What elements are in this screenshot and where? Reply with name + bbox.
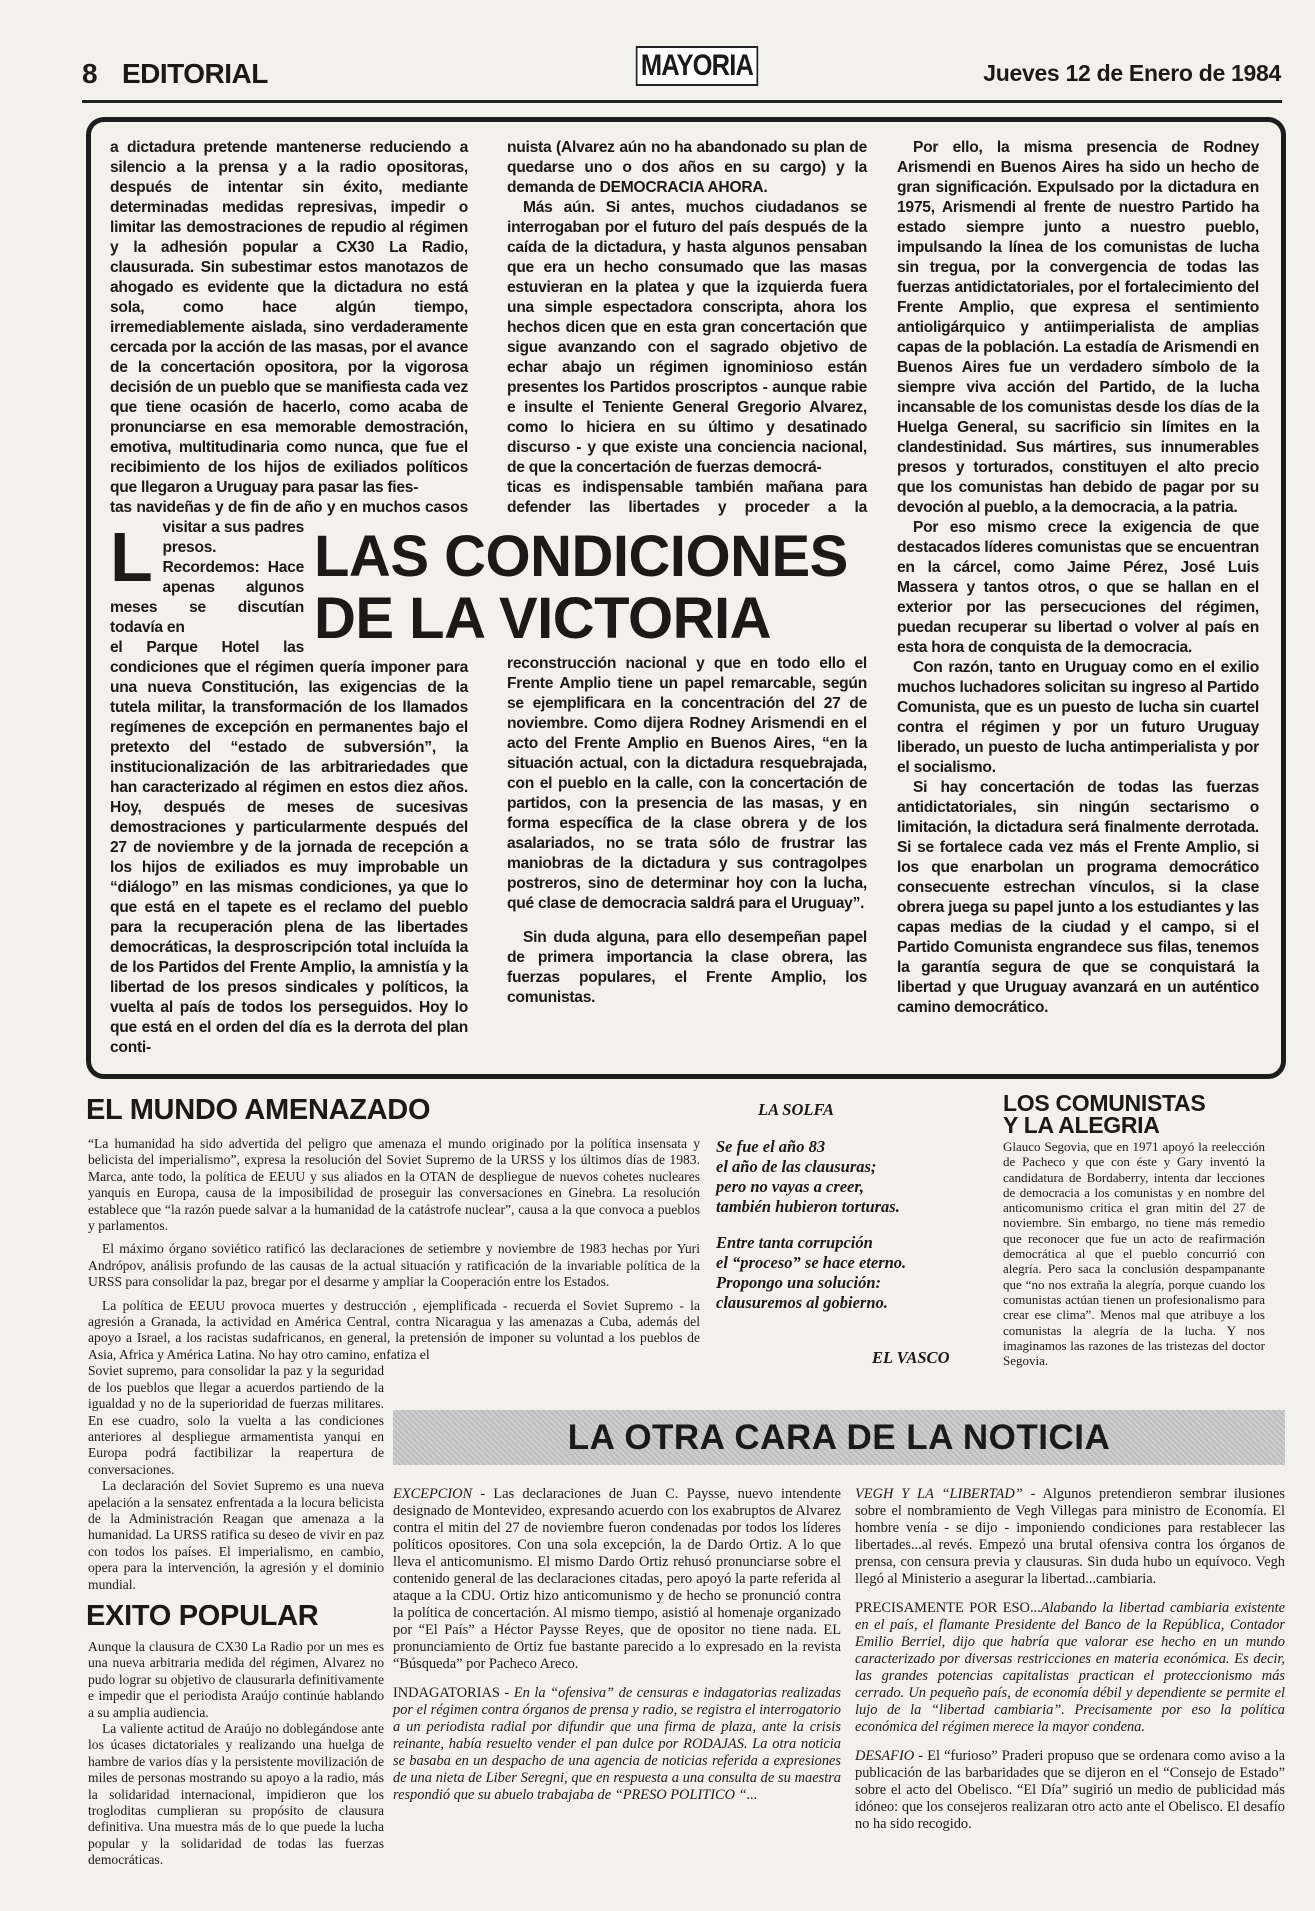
item-text: En la “ofensiva” de censuras e indagatorias realizadas por el régimen contra órganos de prensa y radio, se registra el interrogatorio a un periodista radial por difundir que una firma de plaza, ante la crisis reinante, había resuelto vender el pan dulce por RODAJAS. La otra noticia se basaba en un despacho de una agencia de noticias referida a expresiones de una nieta de Liber Seregni, que en respuesta a una consulta de su maestra respondió que su abuelo trabajaba de “PRESO POLITICO “... bbox=[393, 1685, 841, 1803]
poem-line: Entre tanta corrupción bbox=[716, 1233, 873, 1252]
drop-cap: L bbox=[110, 518, 153, 596]
comunistas-title bbox=[1003, 1092, 1265, 1136]
paragraph: nuista (Alvarez aún no ha abandonado su plan de quedarse uno o dos años en su cargo) y la demanda de DEMOCRACIA AHORA. bbox=[507, 139, 867, 196]
editorial-headline bbox=[314, 526, 874, 650]
poem-line: también hubieron torturas. bbox=[716, 1197, 900, 1216]
otra-cara-col1 bbox=[393, 1486, 841, 1804]
paragraph: Soviet supremo, para consolidar la paz y la seguridad de los pueblos que llegar a acuerdos partiendo de la igualdad y no de la superioridad de fuerzas militares. En ese cuadro, solo la vuelta a las condiciones anteriores al despliegue armamentista yanqui en Europa podrá factibilizar la reapertura de conversaciones. bbox=[88, 1363, 384, 1477]
paragraph: Más aún. Si antes, muchos ciudadanos se interrogaban por el futuro del país después de la caída de la dictadura, y hasta algunos pensaban que era un hecho consumado que las masas estuvieran en la platea y que la izquierda fuera una simple espectadora conscripta, ahora los hechos dicen que en esta gran concertación que sigue avanzando con el sagrado objetivo de echar abajo un régimen ignominioso están presentes los Partidos proscriptos - aunque rabie e insulte el Teniente General Gregorio Alvarez, como lo hiciera en su último y desatinado discurso - y que existe una conciencia nacional, de que la concertación de fuerzas democrá- bbox=[507, 199, 867, 476]
page-number: 8 bbox=[82, 58, 98, 89]
mundo-body-wide bbox=[88, 1136, 700, 1363]
paragraph: a dictadura pretende mantenerse reduciendo a silencio a la prensa y a la radio opositoras, después de intentar sin éxito, mediante determinadas medidas represivas, impedir o limitar las demostraciones de repudio al régimen y la adhesión popular a CX30 La Radio, clausurada. Sin subestimar estos manotazos de ahogado es evidente que la dictadura no está sola, como hace algún tiempo, irremediablemente aislada, sino verdaderamente cercada por la acción de las masas, por el avance de la concertación opositora, por la vigorosa decisión de un pueblo que se manifiesta cada vez que tiene ocasión de hacerlo, como acaba de pronunciarse en esa memorable demostración, emotiva, multitudinaria como nunca, que fue el recibimiento de los hijos de exiliados políticos que llegaron a Uruguay para pasar las fies- bbox=[110, 139, 468, 496]
mundo-title: EL MUNDO AMENAZADO bbox=[86, 1094, 431, 1126]
item-sep: ... bbox=[1029, 1600, 1041, 1616]
exito-body bbox=[88, 1639, 384, 1869]
solfa-author: EL VASCO bbox=[872, 1348, 950, 1367]
editorial-col3 bbox=[897, 138, 1259, 1018]
item-text: Algunos pretendieron sembrar ilusiones sobre el nombramiento de Vegh Villegas para ministro de Economía. El hombre venía - se dijo - imponiendo condiciones para restablecer las libertades...al revés. Empezó una brutal ofensiva contra los órganos de prensa, con censura previa y clausuras. Sin duda hubo un equívoco. Vegh llegó al Ministerio a asegurar la libertad...cambiaria. bbox=[855, 1486, 1285, 1587]
item-lead: INDAGATORIAS bbox=[393, 1685, 500, 1701]
item-text: El “furioso” Praderi propuso que se ordenara como aviso a la publicación de las barbaridades que se dijeron en el “Consejo de Estado” sobre el acto del Obelisco. “El Día” sugirió un medio de publicidad más idóneo: que los consejeros realizaran otro acto ante el Obelisco. El desafío no ha sido recogido. bbox=[855, 1748, 1285, 1832]
issue-date: Jueves 12 de Enero de 1984 bbox=[983, 60, 1281, 86]
exito-title: EXITO POPULAR bbox=[86, 1599, 319, 1632]
paragraph: La valiente actitud de Araújo no doblegándose ante los úcases dictatoriales y realizando una huelga de hambre de varios días y la persistente movilización de miles de personas mostrando su apoyo a la radio, más la solidaridad internacional, impidieron que los trogloditas cumplieran su propósito de clausura definitiva. Una muestra más de lo que puede la lucha popular y la solidaridad de todas las fuerzas democráticas. bbox=[88, 1721, 384, 1868]
paragraph: La política de EEUU provoca muertes y destrucción , ejemplificada - recuerda el Soviet Supremo - la agresión a Granada, la actividad en América Central, contra Nicaragua y las amenazas a Cuba, además del apoyo a Israel, a los racistas sudafricanos, en general, la pretensión de imponer su voluntad a los pueblos de Asia, Africa y América Latina. No hay otro camino, enfatiza el bbox=[88, 1297, 700, 1362]
news-item bbox=[855, 1486, 1285, 1588]
solfa-poem bbox=[716, 1137, 986, 1313]
mundo-body-narrow bbox=[88, 1363, 384, 1593]
paragraph: ticas es indispensable también mañana para defender las libertades y proceder a la reconstrucción nacional y que en todo ello el Frente Amplio tiene un papel remarcable, según se ejemplificara en la concentración del 27 de noviembre. Como dijera Rodney Arismendi en el acto del Frente Amplio en Buenos Aires, “en la situación actual, con la dictadura resquebrajada, con el pueblo en la calle, con la concertación de partidos, con la presencia de las masas, y en forma específica de la clase obrera y de los asalariados, no se trata sólo de frustrar las maniobras de la dictadura y sus contragolpes postreros, sino de determinar hoy con la lucha, qué clase de democracia saldrá para el Uruguay”. bbox=[507, 479, 867, 912]
paragraph: el Parque Hotel las condiciones que el régimen quería imponer para una nueva Constitución, las exigencias de la tutela militar, la transformación de los llamados regímenes de excepción en permanentes bajo el pretexto del “estado de subversión”, la institucionalización de las arbitrariedades que han caracterizado al régimen en estos diez años. Hoy, después de meses de sucesivas demostraciones y particularmente después del 27 de noviembre y de la jornada de recepción a los hijos de exiliados es muy improbable un “diálogo” en las mismas condiciones, ya que lo que está en el tapete es el reclamo del pueblo para la recuperación plena de las libertades democráticas, la desproscripción total incluída la de los Partidos del Frente Amplio, la amnistía y la libertad de los presos sindicales y políticos, la vuelta al país de todos los perseguidos. Hoy lo que está en el orden del día es la derrota del plan conti- bbox=[110, 639, 468, 1056]
header-rule bbox=[82, 100, 1282, 103]
paragraph: Glauco Segovia, que en 1971 apoyó la reelección de Pacheco y que con éste y Gary inventó la candidatura de Bordaberry, intenta dar lecciones de democracia a los comunistas y en nombre del anticomunismo critica el gran mitin del 27 de noviembre. Sin embargo, no tiene más remedio que reconocer que fue un acto de reafirmación democrática al que el pueblo concurrió con alegría. Pero saca la conclusión despampanante que “no nos extraña la alegría, porque cuando los comunistas actúan tienen un profesionalismo para crear ese clima”. Menos mal que atribuye a los comunistas la alegría de la lucha. Y nos imaginamos las razones de las tristezas del doctor Segovia. bbox=[1003, 1139, 1265, 1369]
paragraph: Por eso mismo crece la exigencia de que destacados líderes comunistas que se encuentran en la cárcel, como Jaime Pérez, José Luis Massera y tantos otros, o que se hallan en el exterior por las persecuciones del régimen, puedan recuperar su libertad o volver al país en esta hora de conquista de la democracia. bbox=[897, 519, 1259, 656]
poem-line: el año de las clausuras; bbox=[716, 1157, 877, 1176]
news-item bbox=[855, 1600, 1285, 1736]
otra-cara-title: LA OTRA CARA DE LA NOTICIA bbox=[567, 1417, 1111, 1457]
comunistas-article bbox=[1003, 1092, 1265, 1368]
item-lead: DESAFIO bbox=[855, 1748, 915, 1764]
comunistas-body bbox=[1003, 1139, 1265, 1368]
otra-cara-col2 bbox=[855, 1486, 1285, 1833]
paragraph: “La humanidad ha sido advertida del peligro que amenaza el mundo originado por la política insensata y belicista del imperialismo”, expresa la resolución del Soviet Supremo de la URSS y los últimos días de 1983. Marca, ante todo, la política de EEUU y sus aliados en la OTAN de despliegue de nuevos cohetes nucleares yanquis en Europa, causa de la imposibilidad de proseguir las conversaciones en Ginebra. La resolución establece que “la razón puede salvar a la humanidad de la catástrofe nuclear”, causa a la que convoca a pueblos y parlamentos. bbox=[88, 1136, 700, 1234]
headline-line: DE LA VICTORIA bbox=[314, 586, 772, 651]
otra-cara-banner bbox=[393, 1410, 1285, 1465]
newspaper-logo: MAYORIA bbox=[636, 46, 758, 86]
paragraph: Con razón, tanto en Uruguay como en el exilio muchos luchadores solicitan su ingreso al Partido Comunista, que es un puesto de lucha sin cuartel contra el régimen y por un futuro Uruguay liberado, un puesto de lucha antimperialista y por el socialismo. bbox=[897, 659, 1259, 776]
paragraph: Por ello, la misma presencia de Rodney Arismendi en Buenos Aires ha sido un hecho de gran significación. Expulsado por la dictadura en 1975, Arismendi al frente de nuestro Partido ha estado siempre junto a nuestro pueblo, impulsando la línea de los comunistas de lucha sin tregua, por la convergencia de todas las fuerzas antidictatoriales, por el fortalecimiento del Frente Amplio, que expresa el sentimiento antioligárquico y antiimperialista de amplias capas de la población. La estadía de Arismendi en Buenos Aires fue un verdadero símbolo de la siempre viva acción del Partido, de la lucha incansable de los comunistas desde los días de la Huelga General, su sacrificio sin límites en la clandestinidad. Sus mártires, sus innumerables presos y torturados, constituyen el alto precio que los comunistas han debido de pagar por su devoción al pueblo, a la democracia, a la patria. bbox=[897, 139, 1259, 516]
headline-line: LAS CONDICIONES bbox=[314, 524, 848, 589]
paragraph: Sin duda alguna, para ello desempeñan papel de primera importancia la clase obrera, las fuerzas populares, el Frente Amplio, los comunistas. bbox=[507, 929, 867, 1006]
title-line: Y LA ALEGRIA bbox=[1003, 1112, 1160, 1138]
poem-line: Propongo una solución: bbox=[716, 1273, 882, 1292]
poem-line: el “proceso” se hace eterno. bbox=[716, 1253, 907, 1272]
item-sep: - bbox=[472, 1486, 494, 1502]
poem-line: Se fue el año 83 bbox=[716, 1137, 826, 1156]
paragraph: El máximo órgano soviético ratificó las declaraciones de setiembre y noviembre de 1983 hechas por Yuri Andrópov, análisis profundo de las causas de la actual situación y ratificación de la invariable política de la URSS para consolidar la paz, bregar por el desarme y ampliar la Cooperación entre los Estados. bbox=[88, 1241, 700, 1290]
item-sep: - bbox=[499, 1685, 514, 1701]
paragraph: Si hay concertación de todas las fuerzas antidictatoriales, sin ningún sectarismo o limitación, la dictadura será finalmente derrotada. Si se fortalece cada vez más el Frente Amplio, si los que enarbolan un programa democrático consecuente estrechan vínculos, si la clase obrera juega su papel junto a los estudiantes y las capas medias de la ciudad y el campo, si el Partido Comunista engrandece sus filas, tenemos la garantía segura de que se conquistará la libertad y que Uruguay avanzará en un auténtico camino democrático. bbox=[897, 779, 1259, 1016]
item-text: Alabando la libertad cambiaria existente en el país, el flamante Presidente del Banco de la República, Contador Emilio Berriel, dijo que habría que valorar ese hecho en un mundo caracterizado por diversas restricciones en materia económica. Es decir, las grandes potencias capitalistas practican el proteccionismo más cerrado. Un pequeño país, de economía débil y dependiente se permite el lujo de la “libertad cambiaria”. Precisamente por eso la política económica del régimen merece la mayor condena. bbox=[855, 1600, 1285, 1735]
paragraph: Recordemos: Hace apenas algunos meses se discutían todavía en bbox=[110, 559, 304, 636]
item-sep: - bbox=[1022, 1486, 1043, 1502]
news-item bbox=[855, 1748, 1285, 1833]
item-lead: PRECISAMENTE POR ESO bbox=[855, 1600, 1030, 1616]
item-sep: - bbox=[914, 1748, 928, 1764]
section-title: EDITORIAL bbox=[122, 58, 268, 89]
poem-line: clausuremos al gobierno. bbox=[716, 1293, 888, 1312]
paragraph: La declaración del Soviet Supremo es una nueva apelación a la sensatez enfrentada a la locura belicista de la Administración Reagan que amenaza a la humanidad. La URSS ratifica su deseo de vivir en paz con todos los países. El imperialismo, en cambio, opera para la intervención, la agresión y el dominio mundial. bbox=[88, 1478, 384, 1592]
solfa-title: LA SOLFA bbox=[758, 1100, 834, 1119]
title-line: LOS COMUNISTAS bbox=[1003, 1090, 1206, 1116]
item-text: Las declaraciones de Juan C. Paysse, nuevo intendente designado de Montevideo, expresando acuerdo con los exabruptos de Alvarez contra el mitin del 27 de noviembre fueron condenadas por todos los líderes políticos opositores. Con una sola excepción, la de Dardo Ortiz. A lo que lleva el anticomunismo. El mismo Dardo Ortiz rehusó pronunciarse sobre el contenido general de las declaraciones citadas, pero apoyó la parte referida al ataque a la CDU. Ortiz hizo anticomunismo y de hecho se pronunció contra la política de concertación. Al mismo tiempo, asistió al homenaje organizado por “El País” a Héctor Paysse Reyes, que de opositor no tiene nada. EL pronunciamiento de Ortiz fue bastante parecido a lo expresado en la revista “Búsqueda” por Pacheco Areco. bbox=[393, 1486, 841, 1672]
news-item bbox=[393, 1486, 841, 1673]
paragraph: Aunque la clausura de CX30 La Radio por un mes es una nueva arbitraria medida del régimen, Alvarez no pudo lograr su objetivo de clausurarla definitivamente e impedir que el periodista Araújo continúe hablando a su amplia audiencia. bbox=[88, 1638, 384, 1720]
item-lead: EXCEPCION bbox=[393, 1486, 473, 1502]
item-lead: VEGH Y LA “LIBERTAD” bbox=[855, 1486, 1023, 1502]
news-item bbox=[393, 1685, 841, 1804]
paragraph: tas navideñas y de fin de año y en muchos casos visitar a sus padres presos. bbox=[110, 499, 468, 556]
poem-line: pero no vayas a creer, bbox=[716, 1177, 865, 1196]
